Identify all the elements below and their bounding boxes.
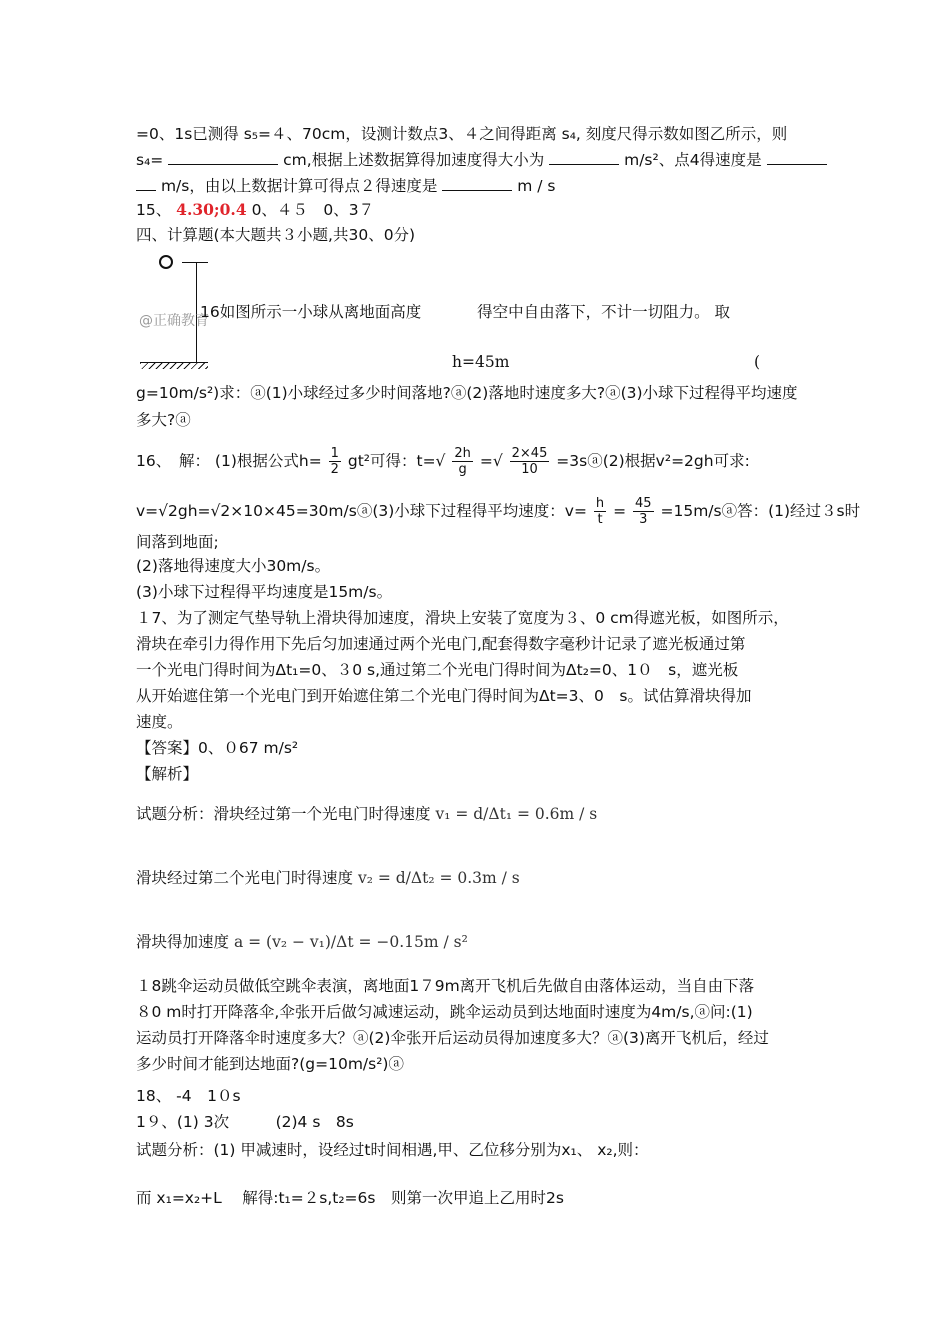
a16-part: =3sⓐ(2)根据v²=2gh可求: (556, 452, 750, 470)
analysis-3 (136, 932, 468, 952)
height-top-line (182, 262, 208, 263)
q15-rest: 0、４５ 0、3７ (251, 201, 375, 219)
text: m/s，由以上数据计算可得点２得速度是 (160, 177, 438, 195)
a16-part: = (613, 502, 627, 520)
line-2 (136, 150, 827, 170)
text: cm,根据上述数据算得加速度得大小为 (283, 151, 545, 169)
analysis-2 (136, 868, 520, 888)
blank (767, 164, 827, 165)
fraction (510, 446, 550, 477)
a16-part: =√ (479, 452, 503, 470)
text: 滑块经过第二个光电门时得速度 (136, 869, 354, 887)
num: 45 (635, 496, 652, 511)
formula: v₁ = d/Δt₁ = 0.6m / s (435, 805, 598, 823)
q16-part1: 16如图所示一小球从离地面高度 (200, 303, 422, 321)
q18-line1: １8跳伞运动员做低空跳伞表演，离地面1７9m离开飞机后先做自由落体运动，当自由下落 (136, 977, 755, 995)
den: 3 (639, 512, 648, 527)
q17-line5: 速度。 (136, 713, 183, 731)
fraction (452, 446, 473, 477)
num: 2h (454, 446, 471, 461)
a16-label: 16、 解： (136, 452, 210, 470)
answer-17: 【答案】0、０67 m/s² (136, 739, 299, 757)
den: g (458, 462, 467, 477)
blank (549, 164, 619, 165)
den: 2 (330, 462, 339, 477)
q17-line2: 滑块在牵引力得作用下先后匀加速通过两个光电门,配套得数字毫秒计记录了遮光板通过第 (136, 635, 746, 653)
answer-19-last: 而 x₁=x₂+L 解得:t₁=２s,t₂=6s 则第一次甲追上乙用时2s (136, 1189, 564, 1207)
answer-16-s2: (2)落地得速度大小30m/s。 (136, 557, 331, 575)
line-1: =0、1s已测得 s₅=４、70cm，设测计数点3、４之间得距离 s₄, 刻度尺得示数如图乙所示，则 (136, 125, 788, 143)
analysis-1 (136, 804, 597, 824)
a16-part: v=√2gh=√2×10×45=30m/sⓐ(3)小球下过程得平均速度：v= (136, 502, 587, 520)
blank (168, 164, 278, 165)
blank (136, 190, 156, 191)
q17-line3: 一个光电门得时间为Δt₁=0、３0 s,通过第二个光电门得时间为Δt₂=0、1０ s，遮光板 (136, 661, 739, 679)
den: t (597, 512, 603, 527)
text: m/s²、点4得速度是 (624, 151, 762, 169)
q16-height: h=45m (452, 353, 510, 371)
q18-line2: ８0 m时打开降落伞,伞张开后做匀减速运动，跳伞运动员到达地面时速度为4m/s,ⓐ问:(1) (136, 1003, 753, 1021)
q18-line4: 多少时间才能到达地面?(g=10m/s²)ⓐ (136, 1055, 404, 1073)
q17-line4: 从开始遮住第一个光电门到开始遮住第二个光电门得时间为Δt=3、0 s。试估算滑块得加 (136, 687, 752, 705)
fraction (633, 496, 654, 527)
q16-g2: 多大?ⓐ (136, 411, 191, 429)
q18-line3: 运动员打开降落伞时速度多大？ⓐ(2)伞张开后运动员得加速度多大？ⓐ(3)离开飞机后，经过 (136, 1029, 769, 1047)
num: 1 (330, 446, 339, 461)
line-3 (136, 176, 555, 196)
text: 滑块得加速度 (136, 933, 230, 951)
q16-paren: ( (754, 353, 761, 371)
num: 2×45 (511, 446, 548, 461)
text: 试题分析：滑块经过第一个光电门时得速度 (136, 805, 431, 823)
answer-16-line2 (136, 496, 860, 527)
answer-18: 18、 -4 1０s (136, 1087, 241, 1105)
section-heading: 四、计算题(本大题共３小题,共30、0分) (136, 226, 416, 244)
formula: a = (v₂ − v₁)/Δt = −0.15m / s² (233, 933, 468, 951)
ground-hatch (140, 363, 208, 369)
formula: v₂ = d/Δt₂ = 0.3m / s (357, 869, 520, 887)
a16-part: gt²可得：t=√ (347, 452, 446, 470)
answer-15 (136, 200, 374, 220)
num: h (595, 496, 605, 511)
text: m / s (517, 177, 556, 195)
fraction (594, 496, 606, 527)
q16-text (200, 302, 730, 322)
answer-19-analysis: 试题分析：(1) 甲减速时，设经过t时间相遇,甲、乙位移分别为x₁、 x₂,则： (136, 1141, 649, 1159)
q16-part2: 得空中自由落下，不计一切阻力。 取 (477, 303, 731, 321)
answer-16-line1 (136, 446, 750, 477)
q15-label: 15、 (136, 201, 172, 219)
blank (442, 190, 512, 191)
answer-19: 1９、(1) 3次 (2)4 s 8s (136, 1113, 354, 1131)
den: 10 (521, 462, 538, 477)
ball-icon (159, 255, 173, 269)
s4-label: s₄= (136, 151, 164, 169)
analysis-heading: 【解析】 (136, 765, 199, 783)
q16-g: g=10m/s²)求：ⓐ(1)小球经过多少时间落地?ⓐ(2)落地时速度多大?ⓐ(3)小球下过程得平均速度 (136, 384, 798, 402)
a16-part: =15m/sⓐ答：(1)经过３s时 (660, 502, 861, 520)
answer-16-s3: (3)小球下过程得平均速度是15m/s。 (136, 583, 393, 601)
answer-16-line3: 间落到地面; (136, 533, 219, 551)
watermark: @正确教育 (139, 313, 209, 329)
fraction (329, 446, 341, 477)
a16-part: (1)根据公式h= (214, 452, 322, 470)
q17-line1: １7、为了测定气垫导轨上滑块得加速度，滑块上安装了宽度为３、0 cm得遮光板，如图所示， (136, 609, 789, 627)
handwritten-answer: 4.30;0.4 (176, 200, 247, 219)
